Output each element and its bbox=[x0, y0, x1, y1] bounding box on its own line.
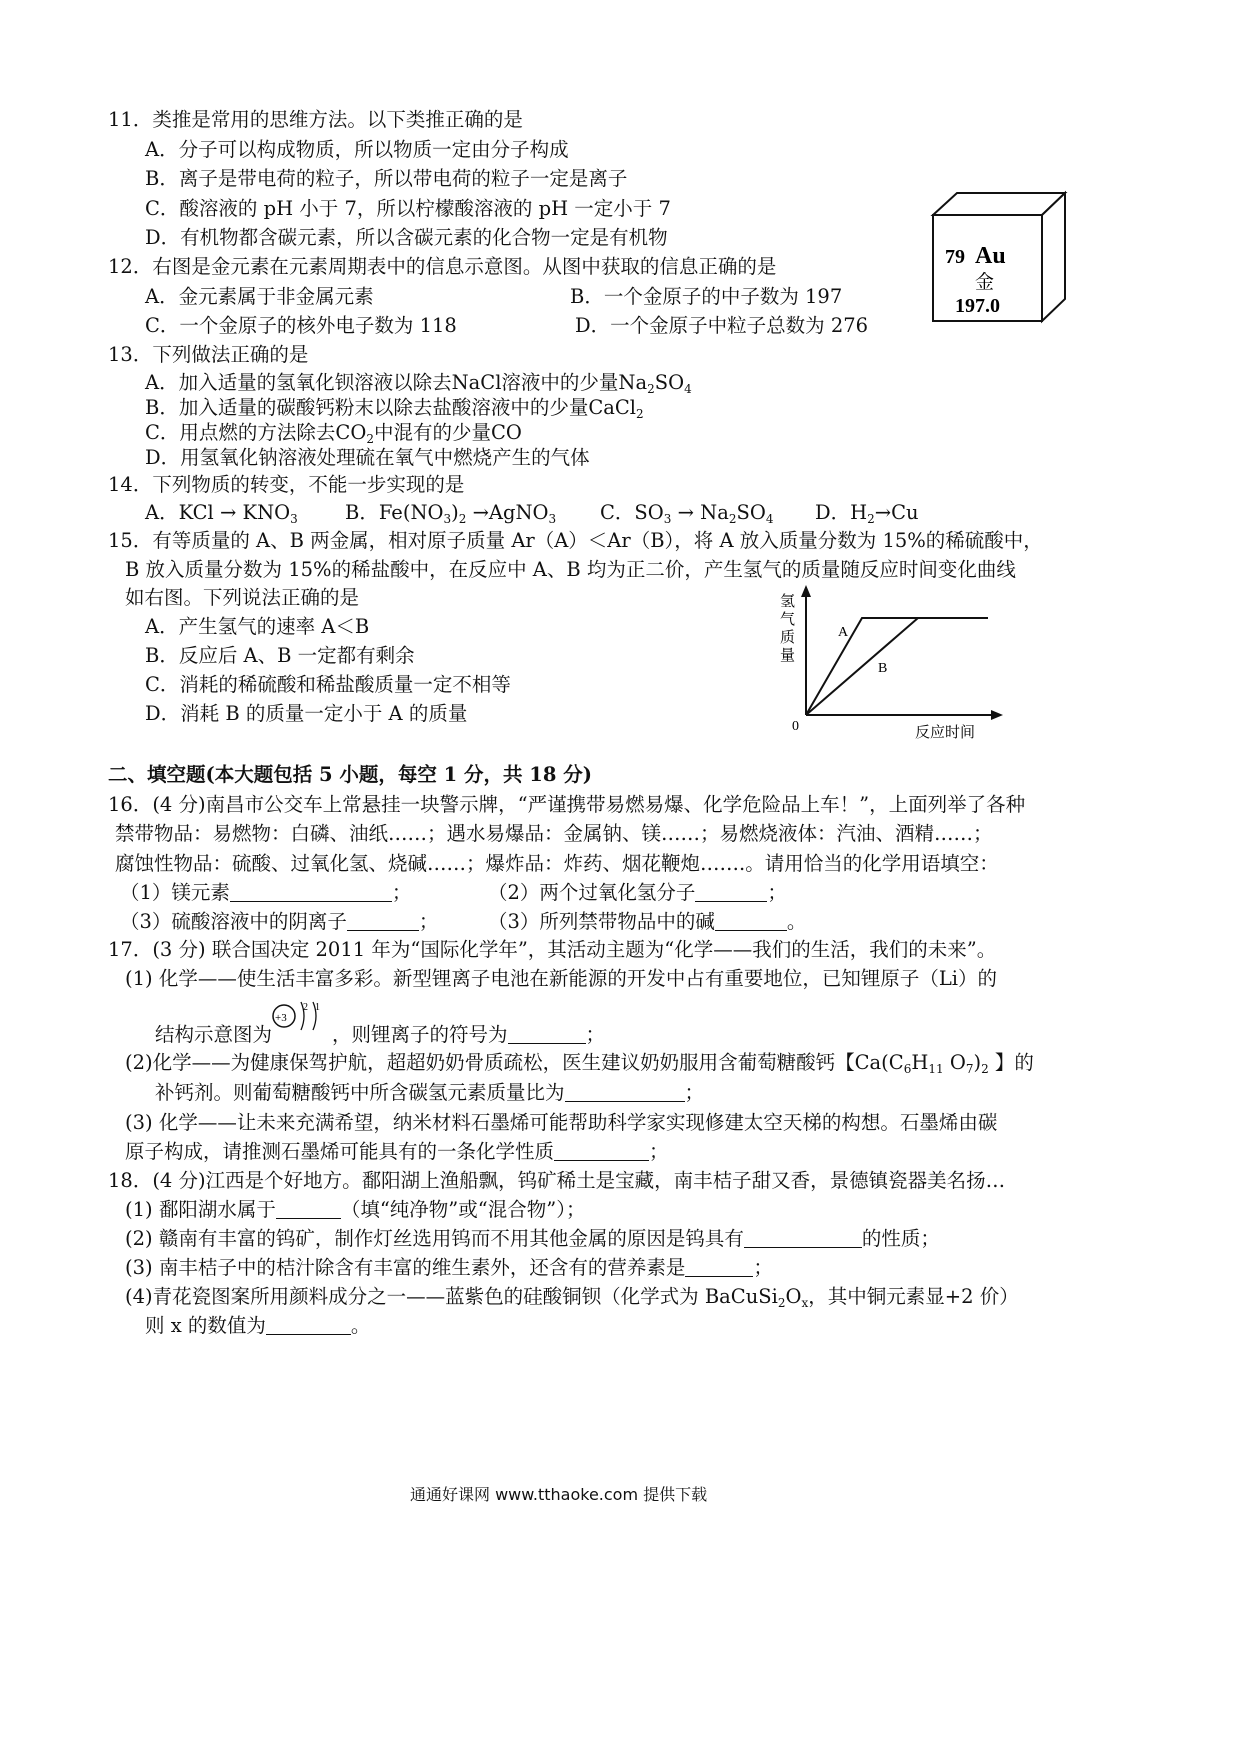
svg-text:B: B bbox=[878, 661, 888, 676]
q16-sub1: （1）镁元素 ； bbox=[120, 881, 412, 904]
q12-option-a: A．金元素属于非金属元素 bbox=[145, 285, 374, 308]
q17-blank-3[interactable] bbox=[554, 1140, 649, 1161]
q17-part2a: (2)化学——为健康保驾护航，超超奶奶骨质疏松，医生建议奶奶服用含葡萄糖酸钙【$Ca(C_6H_{11}$ $O_7)_2$ 】的 bbox=[125, 1051, 1034, 1076]
q15-option-a: A．产生氢气的速率 A＜B bbox=[145, 615, 370, 638]
svg-text:量: 量 bbox=[780, 646, 796, 664]
q17-part1b: 结构示意图为 ，则锂离子的符号为 ； bbox=[155, 1023, 606, 1046]
element-number: 79 bbox=[945, 246, 965, 268]
svg-text:质: 质 bbox=[780, 628, 796, 646]
q11-option-b: B．离子是带电荷的粒子，所以带电荷的粒子一定是离子 bbox=[145, 167, 628, 190]
svg-text:反应时间: 反应时间 bbox=[915, 723, 976, 741]
q18-blank-4[interactable] bbox=[266, 1314, 351, 1335]
q15-line2: B 放入质量分数为 15%的稀盐酸中，在反应中 A、B 均为正二价，产生氢气的质量随反应时间变化曲线 bbox=[125, 558, 1016, 581]
q14-stem: 14．下列物质的转变，不能一步实现的是 bbox=[108, 473, 465, 496]
q17-blank-2[interactable] bbox=[565, 1081, 685, 1102]
svg-text:A: A bbox=[838, 625, 849, 640]
q17-part2b: 补钙剂。则葡萄糖酸钙中所含碳氢元素质量比为 ； bbox=[155, 1081, 705, 1104]
svg-text:0: 0 bbox=[792, 719, 799, 734]
q17-blank-1[interactable] bbox=[508, 1023, 586, 1044]
q17-line1: 17．(3 分) 联合国决定 2011 年为“国际化学年”，其活动主题为“化学——我们的生活，我们的未来”。 bbox=[108, 938, 997, 961]
q14-option-b: B．$Fe(NO_3)_2$ →AgNO$_3$ bbox=[345, 501, 557, 526]
q12-option-c: C．一个金原子的核外电子数为 118 bbox=[145, 314, 457, 337]
q14-option-d: D．$H_2\to Cu$ bbox=[815, 501, 919, 526]
q13-option-c: C．用点燃的方法除去$CO_2$中混有的少量CO bbox=[145, 421, 522, 446]
q11-option-d: D．有机物都含碳元素，所以含碳元素的化合物一定是有机物 bbox=[145, 226, 668, 249]
element-mass: 197.0 bbox=[955, 295, 1000, 317]
q17-part3a: (3) 化学——让未来充满希望，纳米材料石墨烯可能帮助科学家实现修建太空天梯的构想。石墨烯由碳 bbox=[125, 1111, 998, 1134]
curve-a bbox=[806, 618, 988, 715]
q11-option-c: C．酸溶液的 pH 小于 7，所以柠檬酸溶液的 pH 一定小于 7 bbox=[145, 197, 671, 220]
q15-line1: 15．有等质量的 A、B 两金属，相对原子质量 Ar（A）＜Ar（B），将 A 放入质量分数为 15%的稀硫酸中， bbox=[108, 529, 1043, 552]
q15-line3: 如右图。下列说法正确的是 bbox=[125, 586, 360, 609]
q18-part4a: (4)青花瓷图案所用颜料成分之一——蓝紫色的硅酸铜钡（化学式为 $BaCuSi_2O_x$，其中铜元素显+2 价） bbox=[125, 1285, 1019, 1310]
q12-stem: 12．右图是金元素在元素周期表中的信息示意图。从图中获取的信息正确的是 bbox=[108, 255, 777, 278]
q12-option-d: D．一个金原子中粒子总数为 276 bbox=[575, 314, 869, 337]
q17-part1a: (1) 化学——使生活丰富多彩。新型锂离子电池在新能源的开发中占有重要地位，已知锂原子（Li）的 bbox=[125, 967, 998, 990]
q16-sub2: （2）两个过氧化氢分子 ； bbox=[488, 881, 787, 904]
q18-part1: (1) 鄱阳湖水属于 （填“纯净物”或“混合物”）； bbox=[125, 1198, 586, 1221]
q13-option-a: A．加入适量的氢氧化钡溶液以除去NaCl溶液中的少量$Na_2SO_4$ bbox=[145, 371, 692, 396]
q18-part2: (2) 赣南有丰富的钨矿，制作灯丝选用钨而不用其他金属的原因是钨具有 的性质； bbox=[125, 1227, 940, 1250]
svg-text:2: 2 bbox=[303, 1002, 308, 1013]
element-symbol: Au bbox=[975, 243, 1006, 269]
q11-stem: 11．类推是常用的思维方法。以下类推正确的是 bbox=[108, 108, 523, 131]
svg-text:气: 气 bbox=[780, 610, 796, 628]
q14-option-a: A．KCl → $KNO_3$ bbox=[145, 501, 298, 526]
q13-stem: 13．下列做法正确的是 bbox=[108, 343, 309, 366]
q13-option-d: D．用氢氧化钠溶液处理硫在氧气中燃烧产生的气体 bbox=[145, 446, 590, 469]
section-2-title: 二、填空题(本大题包括 5 小题，每空 1 分，共 18 分) bbox=[108, 763, 592, 786]
q17-part3b: 原子构成，请推测石墨烯可能具有的一条化学性质 ； bbox=[125, 1140, 669, 1163]
q16-sub4: （3）所列禁带物品中的碱 。 bbox=[488, 910, 807, 933]
q13-option-b: B．加入适量的碳酸钙粉末以除去盐酸溶液中的少量CaCl$_2$ bbox=[145, 396, 644, 421]
q11-option-a: A．分子可以构成物质，所以物质一定由分子构成 bbox=[145, 138, 569, 161]
q16-sub3: （3）硫酸溶液中的阴离子 ； bbox=[120, 910, 439, 933]
q18-part4b: 则 x 的数值为 。 bbox=[145, 1314, 371, 1337]
svg-text:氢: 氢 bbox=[780, 592, 796, 610]
curve-b bbox=[806, 618, 918, 715]
q15-option-d: D．消耗 B 的质量一定小于 A 的质量 bbox=[145, 702, 468, 725]
q18-part3: (3) 南丰桔子中的桔汁除含有丰富的维生素外，还含有的营养素是 ； bbox=[125, 1256, 773, 1279]
element-card bbox=[925, 185, 1070, 330]
q18-blank-3[interactable] bbox=[685, 1256, 753, 1277]
q18-line1: 18．(4 分)江西是个好地方。鄱阳湖上渔船飘，钨矿稀土是宝藏，南丰桔子甜又香，景德镇瓷器美名扬… bbox=[108, 1169, 1006, 1192]
q16-blank-3[interactable] bbox=[347, 910, 419, 931]
q16-blank-2[interactable] bbox=[695, 881, 767, 902]
q16-line3: 腐蚀性物品：硫酸、过氧化氢、烧碱……；爆炸品：炸药、烟花鞭炮…….。请用恰当的化学用语填空： bbox=[115, 852, 999, 875]
q12-option-b: B．一个金原子的中子数为 197 bbox=[570, 285, 843, 308]
footer-credit: 通通好课网 www.tthaoke.com 提供下载 bbox=[410, 1485, 708, 1504]
svg-text:1: 1 bbox=[315, 1002, 320, 1013]
q14-option-c: C．$SO_3 \to Na_2SO_4$ bbox=[600, 501, 774, 526]
q15-option-b: B．反应后 A、B 一定都有剩余 bbox=[145, 644, 415, 667]
q18-blank-2[interactable] bbox=[744, 1227, 862, 1248]
q18-blank-1[interactable] bbox=[276, 1198, 341, 1219]
element-name: 金 bbox=[975, 271, 995, 293]
svg-text:+3: +3 bbox=[275, 1012, 287, 1024]
q16-line2: 禁带物品：易燃物：白磷、油纸……；遇水易爆品：金属钠、镁……；易燃烧液体：汽油、酒精……； bbox=[115, 822, 993, 845]
q15-option-c: C．消耗的稀硫酸和稀盐酸质量一定不相等 bbox=[145, 673, 511, 696]
q16-blank-1[interactable] bbox=[230, 881, 392, 902]
hydrogen-time-graph bbox=[770, 580, 1010, 745]
lithium-atom-diagram bbox=[270, 994, 330, 1038]
q16-line1: 16．(4 分)南昌市公交车上常悬挂一块警示牌，“严谨携带易燃易爆、化学危险品上车！”，上面列举了各种 bbox=[108, 793, 1026, 816]
q16-blank-4[interactable] bbox=[715, 910, 787, 931]
